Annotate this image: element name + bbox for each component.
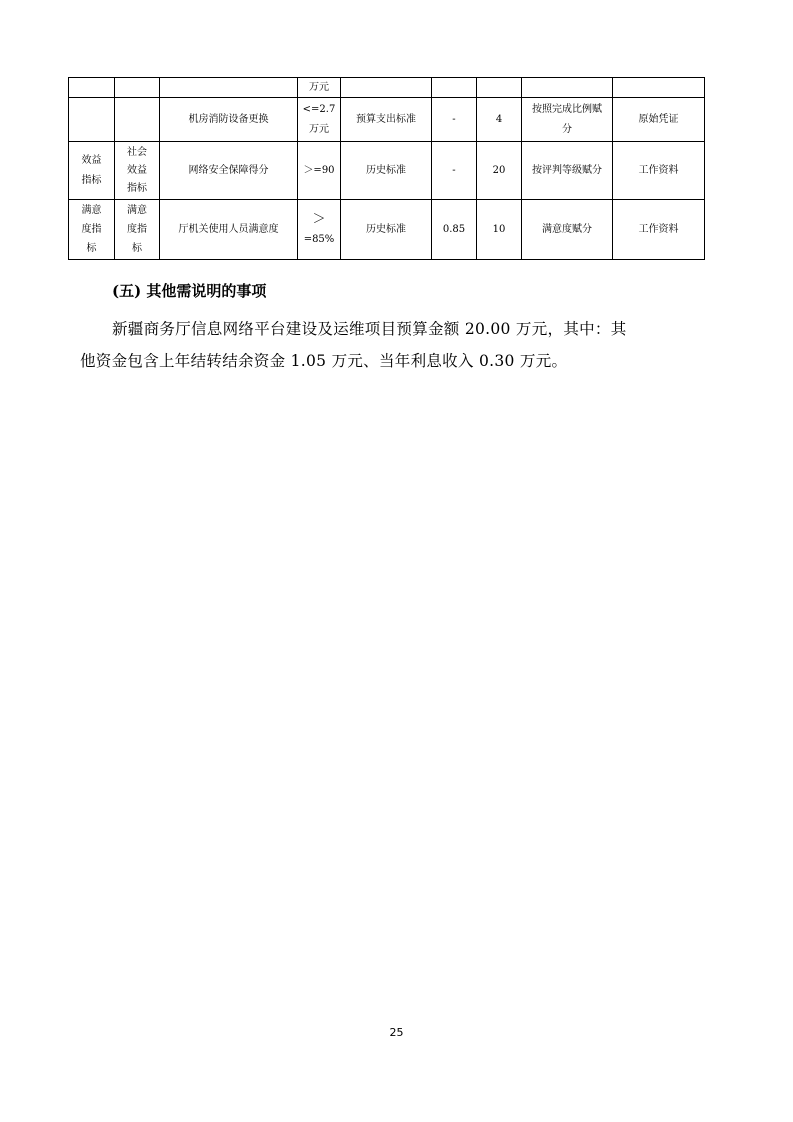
cell-score: 4: [477, 98, 522, 142]
cell-standard: 历史标准: [341, 200, 432, 260]
cell-score: 10: [477, 200, 522, 260]
cell-score: [477, 78, 522, 98]
cell-evidence: 原始凭证: [613, 98, 705, 142]
table-row: [69, 200, 705, 260]
cell-first-level-indicator: 效益 指标: [69, 142, 115, 200]
cell-third-level-indicator: 网络安全保障得分: [160, 142, 298, 200]
table-row: [69, 78, 705, 98]
cell-second-level-indicator: [115, 78, 160, 98]
cell-scoring-method: 满意度赋分: [522, 200, 613, 260]
cell-target-value: 万元: [298, 78, 341, 98]
cell-scoring-method: 按评判等级赋分: [522, 142, 613, 200]
cell-standard: [341, 78, 432, 98]
cell-standard: 历史标准: [341, 142, 432, 200]
cell-score: 20: [477, 142, 522, 200]
table-row: [69, 142, 705, 200]
paragraph-line: 新疆商务厅信息网络平台建设及运维项目预算金额 20.00 万元，其中：其: [112, 320, 627, 338]
cell-third-level-indicator: 厅机关使用人员满意度: [160, 200, 298, 260]
cell-evidence: 工作资料: [613, 200, 705, 260]
cell-first-level-indicator: [69, 78, 115, 98]
cell-weight: -: [432, 142, 477, 200]
cell-first-level-indicator: [69, 98, 115, 142]
cell-evidence: [613, 78, 705, 98]
cell-target-value: ＞ =85%: [298, 200, 341, 260]
cell-target-value: <=2.7 万元: [298, 98, 341, 142]
cell-weight: [432, 78, 477, 98]
cell-evidence: 工作资料: [613, 142, 705, 200]
cell-third-level-indicator: 机房消防设备更换: [160, 98, 298, 142]
table-row: [69, 98, 705, 142]
performance-indicator-table: [68, 77, 705, 260]
cell-third-level-indicator: [160, 78, 298, 98]
cell-second-level-indicator: 社会 效益 指标: [115, 142, 160, 200]
cell-scoring-method: 按照完成比例赋 分: [522, 98, 613, 142]
paragraph-line: 他资金包含上年结转结余资金 1.05 万元、当年利息收入 0.30 万元。: [80, 352, 568, 370]
cell-weight: 0.85: [432, 200, 477, 260]
cell-target-value: ＞=90: [298, 142, 341, 200]
cell-second-level-indicator: [115, 98, 160, 142]
cell-second-level-indicator: 满意 度指 标: [115, 200, 160, 260]
section-heading: (五) 其他需说明的事项: [112, 282, 267, 300]
page-number: 25: [389, 1026, 404, 1039]
cell-standard: 预算支出标准: [341, 98, 432, 142]
cell-first-level-indicator: 满意 度指 标: [69, 200, 115, 260]
section-paragraph: [80, 313, 706, 377]
cell-scoring-method: [522, 78, 613, 98]
cell-weight: -: [432, 98, 477, 142]
